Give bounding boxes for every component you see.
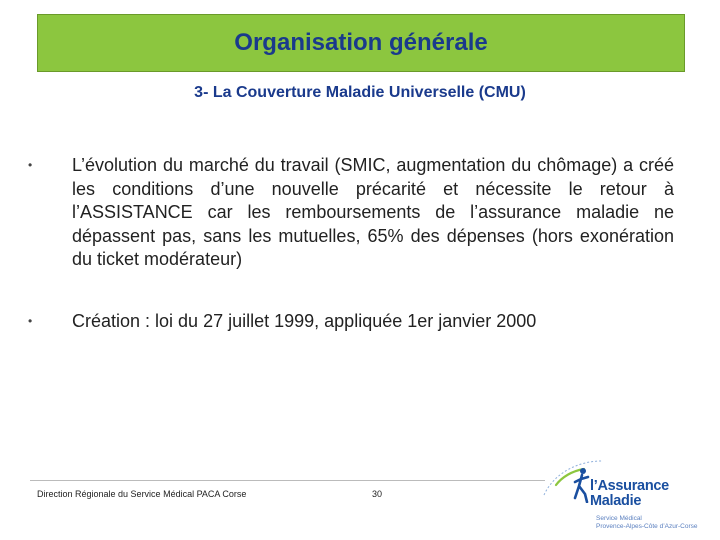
- bullet-icon: •: [28, 313, 33, 328]
- logo-subtext-line2: Provence-Alpes-Côte d’Azur-Corse: [596, 523, 698, 530]
- bullet-item: [28, 310, 674, 334]
- footer-divider: [30, 480, 545, 481]
- logo-text-line2: Maladie: [590, 493, 642, 509]
- logo-text-line1: l’Assurance: [590, 478, 669, 494]
- page-number: 30: [372, 489, 383, 499]
- bullet-text: L’évolution du marché du travail (SMIC, augmentation du chômage) a créé les conditions d’une nouvelle précarité et nécessite le retour à l’ASSISTANCE car les remboursements de l’assurance maladie ne dépassent pas, sans les mutuelles, 65% des dépenses (hors exonération du ticket modérateur): [72, 155, 674, 269]
- footer-organization: Direction Régionale du Service Médical PACA Corse: [37, 489, 247, 499]
- slide-title: Organisation générale: [234, 29, 488, 56]
- assurance-maladie-logo: [540, 455, 718, 537]
- runner-figure-icon: [573, 467, 591, 503]
- bullet-text: Création : loi du 27 juillet 1999, appliquée 1er janvier 2000: [72, 310, 537, 331]
- bullet-list: [28, 154, 674, 333]
- title-bar: [37, 14, 685, 72]
- bullet-icon: •: [28, 158, 33, 172]
- slide-subtitle: 3- La Couverture Maladie Universelle (CMU): [194, 84, 526, 101]
- logo-subtext-line1: Service Médical: [596, 515, 642, 522]
- bullet-item: [28, 154, 674, 272]
